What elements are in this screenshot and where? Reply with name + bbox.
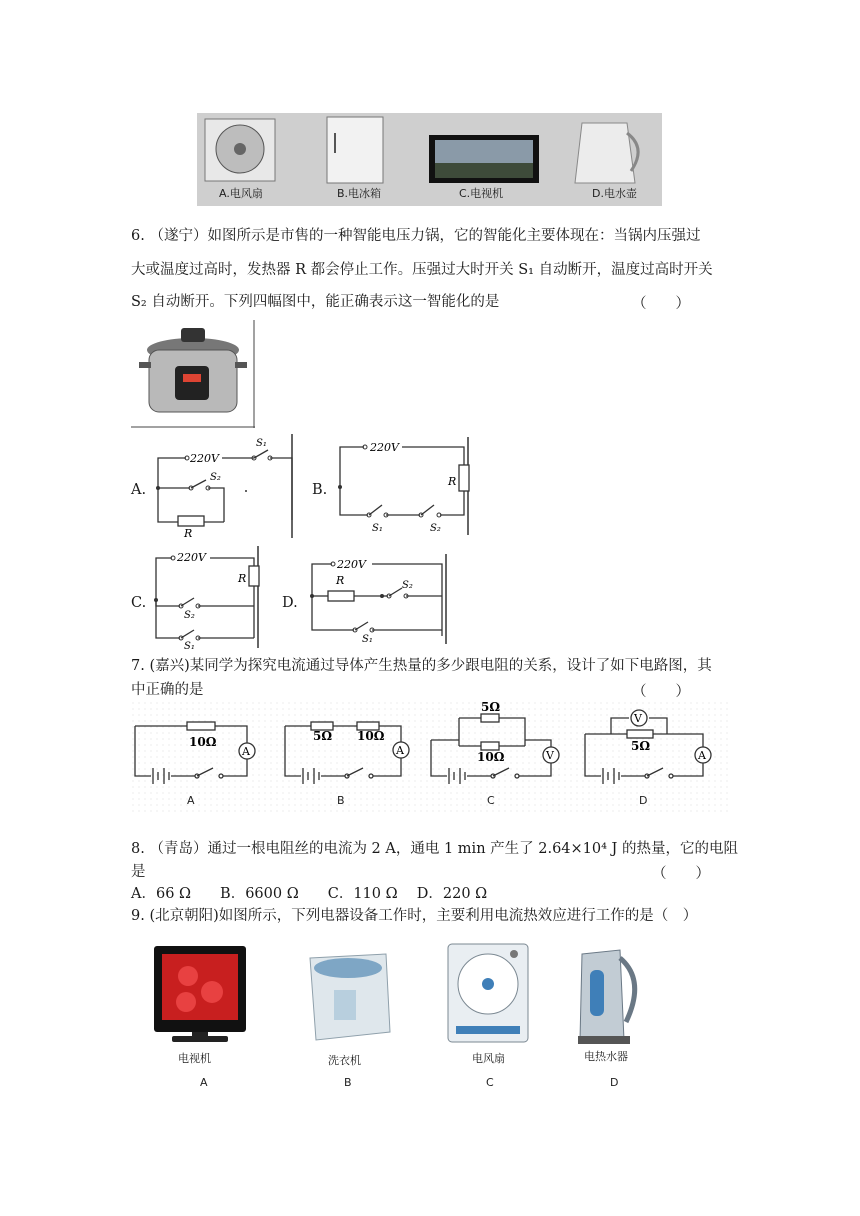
q6-circuit-d <box>306 554 448 650</box>
voltage-label: 220V <box>177 551 206 564</box>
voltage-label: 220V <box>190 452 219 465</box>
q8-answer-paren: （ ） <box>652 866 710 882</box>
q7-line-1: 7. (嘉兴)某同学为探究电流通过导体产生热量的多少跟电阻的关系，设计了如下电路图，其 <box>131 658 712 674</box>
q7-label-c: C <box>487 794 495 807</box>
q6-option-b-label: B. <box>312 482 328 498</box>
switch-s1-label: S₁ <box>372 523 383 534</box>
q9-letter-b: B <box>344 1076 352 1089</box>
resistor-r-label: R <box>336 574 345 587</box>
switch-s1-label: S₁ <box>362 634 373 645</box>
voltmeter-label: V <box>634 712 642 725</box>
q6-option-a-label: A. <box>131 482 147 498</box>
fan-image <box>448 944 528 1042</box>
voltage-label: 220V <box>337 558 366 571</box>
ammeter-label: A <box>698 749 706 762</box>
fridge-image <box>327 117 383 183</box>
q7-label-d: D <box>639 794 648 807</box>
q7-label-b: B <box>337 794 345 807</box>
switch-s2-label: S₂ <box>402 580 413 591</box>
q7-circuits-strip <box>131 700 731 816</box>
kettle-image <box>575 123 638 183</box>
resistor-r-label: R <box>238 572 247 585</box>
caption-tv: C.电视机 <box>459 187 504 200</box>
switch-s2-label: S₂ <box>430 523 441 534</box>
switch-s1-label: S₁ <box>184 641 195 650</box>
caption-fan: A.电风扇 <box>219 187 263 200</box>
q9-letter-a: A <box>200 1076 208 1089</box>
resistor-10-label: 10Ω <box>357 729 385 743</box>
appliance-photo-strip <box>197 113 662 206</box>
q9-letter-d: D <box>610 1076 619 1089</box>
resistor-10-label: 10Ω <box>189 735 217 749</box>
q9-caption-washer: 洗衣机 <box>328 1054 361 1067</box>
fan-image <box>205 119 275 181</box>
ammeter-label: A <box>396 744 404 757</box>
tv-image <box>154 946 246 1042</box>
q6-option-c-label: C. <box>131 595 147 611</box>
resistor-r-label: R <box>184 527 193 539</box>
voltage-label: 220V <box>370 441 399 454</box>
q9-caption-tv: 电视机 <box>178 1052 211 1065</box>
q8-line-1: 8. （青岛）通过一根电阻丝的电流为 2 A，通电 1 min 产生了 2.64×10⁴ J 的热量，它的电阻 <box>131 841 738 857</box>
q7-answer-paren: （ ） <box>632 684 690 700</box>
switch-s1-label: S₁ <box>256 438 267 449</box>
q6-circuit-b <box>334 437 474 543</box>
q6-line-3: S₂ 自动断开。下列四幅图中，能正确表示这一智能化的是 <box>131 294 500 310</box>
q9-caption-kettle: 电热水器 <box>584 1050 628 1063</box>
ammeter-label: A <box>242 745 250 758</box>
q9-appliance-images <box>150 940 670 1094</box>
resistor-5-label: 5Ω <box>481 700 501 714</box>
resistor-5-label: 5Ω <box>631 739 651 753</box>
q6-line-2: 大或温度过高时，发热器 R 都会停止工作。压强过大时开关 S₁ 自动断开，温度过高时开关 <box>131 262 713 278</box>
switch-s2-label: S₂ <box>210 472 221 483</box>
caption-kettle: D.电水壶 <box>592 187 637 200</box>
q6-circuit-a <box>150 434 295 543</box>
pressure-cooker-image <box>131 320 255 428</box>
voltmeter-label: V <box>546 749 554 762</box>
washing-machine-image <box>310 954 390 1040</box>
resistor-5-label: 5Ω <box>313 729 333 743</box>
q6-line-1: 6. （遂宁）如图所示是市售的一种智能电压力锅，它的智能化主要体现在：当锅内压强过 <box>131 228 701 244</box>
q8-choices: A．66 Ω B．6600 Ω C．110 Ω D．220 Ω <box>131 886 488 902</box>
q7-label-a: A <box>187 794 195 807</box>
electric-kettle-image <box>578 950 635 1044</box>
q6-circuit-c <box>150 546 262 654</box>
q6-answer-paren: （ ） <box>632 296 690 312</box>
q6-option-d-label: D. <box>282 595 298 611</box>
q9-letter-c: C <box>486 1076 494 1089</box>
caption-fridge: B.电冰箱 <box>337 187 382 200</box>
q8-line-2: 是 <box>131 864 146 880</box>
q9-caption-fan: 电风扇 <box>472 1052 505 1065</box>
q9-line-1: 9. (北京朝阳)如图所示，下列电器设备工作时，主要利用电流热效应进行工作的是（ ） <box>131 908 698 924</box>
q7-line-2: 中正确的是 <box>131 682 204 698</box>
tv-image <box>429 135 539 183</box>
resistor-r-label: R <box>448 475 457 488</box>
resistor-10-label: 10Ω <box>477 750 505 764</box>
switch-s2-label: S₂ <box>184 610 195 621</box>
